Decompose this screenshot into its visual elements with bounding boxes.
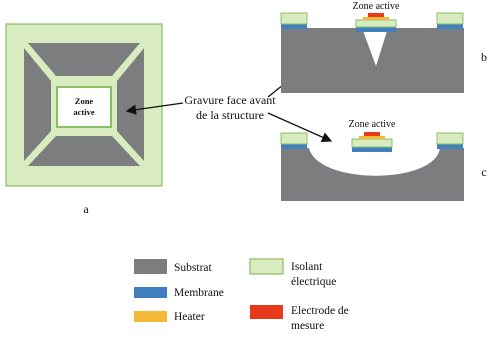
legend-label-isolant-1: Isolant <box>291 261 323 273</box>
panel-c-electrode <box>364 132 380 136</box>
legend-label-membrane: Membrane <box>174 287 224 299</box>
legend-swatch-membrane <box>134 287 167 298</box>
panel-b-heater <box>363 17 389 20</box>
legend-label-heater: Heater <box>174 311 205 323</box>
panel-c-heater <box>359 136 385 139</box>
legend <box>134 259 349 332</box>
legend-swatch-heater <box>134 311 167 322</box>
panel-b-right-isolant <box>437 13 463 24</box>
panel-c-left-membrane <box>281 144 307 149</box>
panel-b-left-membrane <box>281 24 307 29</box>
panel-b-left-isolant <box>281 13 307 24</box>
legend-swatch-isolant <box>250 259 283 274</box>
panel-b-substrat <box>281 28 464 93</box>
panel-c-zone-label: Zone active <box>348 119 396 130</box>
panel-a-caption: a <box>83 202 89 216</box>
panel-a-top-view <box>6 24 162 216</box>
panel-b-electrode <box>368 13 384 17</box>
panel-a-zone-label-2: active <box>73 107 95 117</box>
panel-b-zone-label: Zone active <box>352 1 400 12</box>
panel-a-zone-label-1: Zone <box>74 96 94 106</box>
panel-c-cross-section <box>281 119 487 201</box>
annotation-line-1: Gravure face avant <box>184 93 276 107</box>
panel-c-center-isolant <box>352 139 392 147</box>
panel-c-substrat <box>281 148 464 201</box>
annotation-line-2: de la structure <box>196 108 264 122</box>
panel-b-cross-section <box>281 1 487 93</box>
panel-c-caption: c <box>481 165 487 179</box>
legend-label-isolant-2: électrique <box>291 276 337 288</box>
legend-swatch-electrode <box>250 305 283 319</box>
legend-label-electrode-2: mesure <box>291 320 325 332</box>
panel-c-left-isolant <box>281 133 307 144</box>
legend-swatch-substrat <box>134 259 167 274</box>
panel-c-right-isolant <box>437 133 463 144</box>
panel-b-right-membrane <box>437 24 463 29</box>
panel-c-center-membrane <box>352 147 392 152</box>
panel-b-center-membrane <box>356 27 396 32</box>
panel-c-right-membrane <box>437 144 463 149</box>
legend-label-electrode-1: Electrode de <box>291 305 349 317</box>
panel-b-caption: b <box>481 50 487 64</box>
legend-label-substrat: Substrat <box>174 262 212 274</box>
panel-b-center-isolant <box>356 20 396 27</box>
